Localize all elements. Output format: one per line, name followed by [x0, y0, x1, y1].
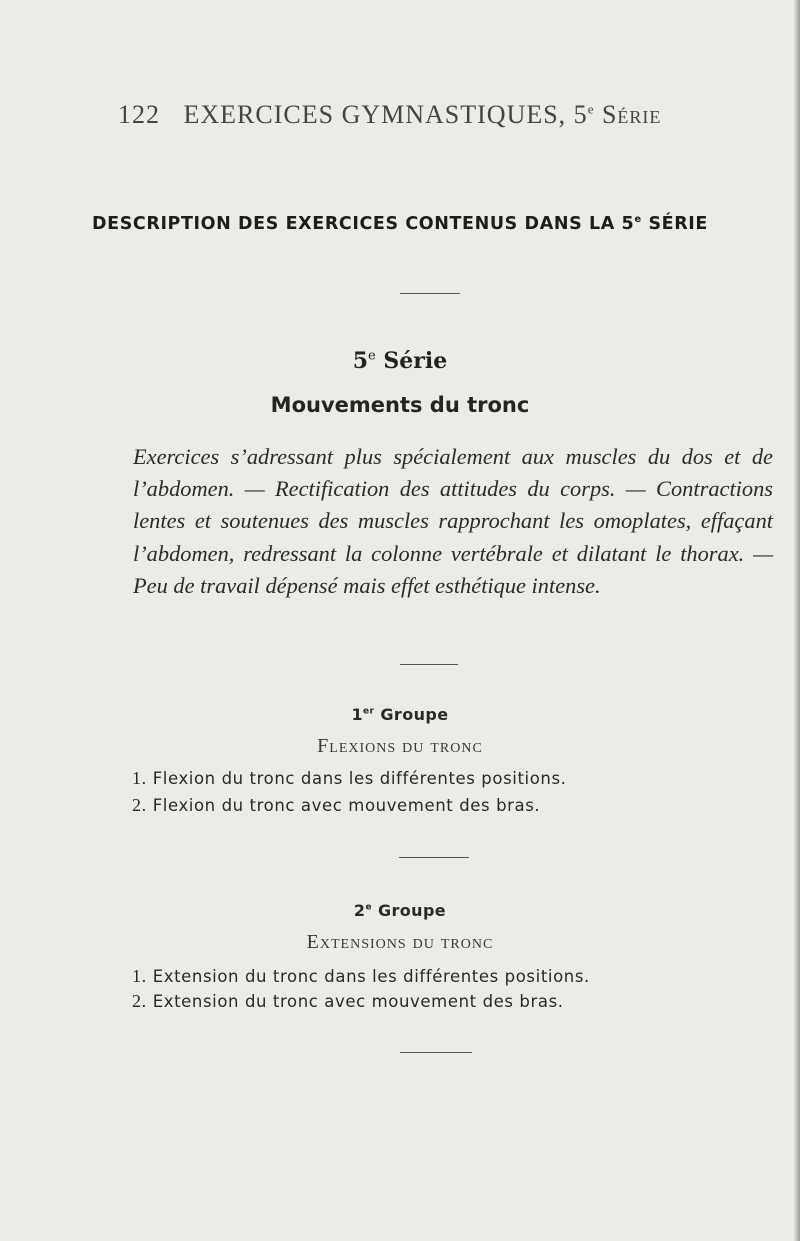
group-label: [0, 705, 800, 724]
list-item-text: Extension du tronc avec mouvement des bras.: [152, 992, 564, 1011]
page-edge-shadow: [794, 0, 800, 1241]
group-title: Extensions du tronc: [306, 931, 494, 953]
list-item: [132, 795, 752, 816]
running-head: [118, 100, 678, 130]
group-word: Groupe: [377, 901, 447, 920]
group-ordinal: er: [363, 706, 375, 717]
series-number: 5: [352, 348, 369, 374]
list-item-text: Extension du tronc dans les différentes positions.: [152, 967, 590, 986]
divider-rule: [400, 293, 460, 294]
list-item-number: 1.: [132, 768, 147, 788]
list-item: [132, 991, 752, 1012]
running-head-title: EXERCICES GYMNASTIQUES, 5: [183, 100, 588, 129]
section-title-suffix: SÉRIE: [648, 214, 708, 234]
section-title-text: DESCRIPTION DES EXERCICES CONTENUS DANS LA 5: [92, 214, 635, 234]
list-item-text: Flexion du tronc dans les différentes positions.: [152, 769, 567, 788]
section-title-superscript: e: [634, 214, 642, 226]
list-item-number: 1.: [132, 966, 147, 986]
group-word: Groupe: [380, 705, 449, 724]
list-item-number: 2.: [132, 795, 147, 815]
group-title: Flexions du tronc: [317, 735, 483, 757]
intro-paragraph: Exercices s’adressant plus spécialement aux muscles du dos et de l’abdomen. — Rectification des attitudes du corps. — Contractions lentes et soutenues des muscles rapprochant les omoplates, effaçant l’abdomen, redressant la colonne vertébrale et dilatant le thorax. — Peu de travail dépensé mais effet esthétique intense.: [133, 444, 773, 598]
running-head-superscript: e: [587, 101, 595, 117]
list-item: [132, 768, 752, 789]
group-number: 2: [353, 901, 366, 920]
series-subtitle: Mouvements du tronc: [270, 393, 530, 417]
group-label: [0, 901, 800, 920]
divider-rule: [399, 857, 469, 858]
group-ordinal: e: [365, 902, 372, 913]
series-superscript: e: [368, 348, 376, 364]
section-title: [0, 214, 800, 234]
divider-rule: [400, 664, 458, 665]
divider-rule: [400, 1052, 472, 1053]
page-number: 122: [118, 100, 160, 129]
list-item-text: Flexion du tronc avec mouvement des bras.: [152, 796, 541, 815]
series-heading: [0, 348, 800, 374]
list-item: [132, 966, 752, 987]
list-item-number: 2.: [132, 991, 147, 1011]
group-number: 1: [351, 705, 364, 724]
running-head-suffix: Série: [601, 100, 662, 129]
series-label: Série: [383, 348, 448, 374]
